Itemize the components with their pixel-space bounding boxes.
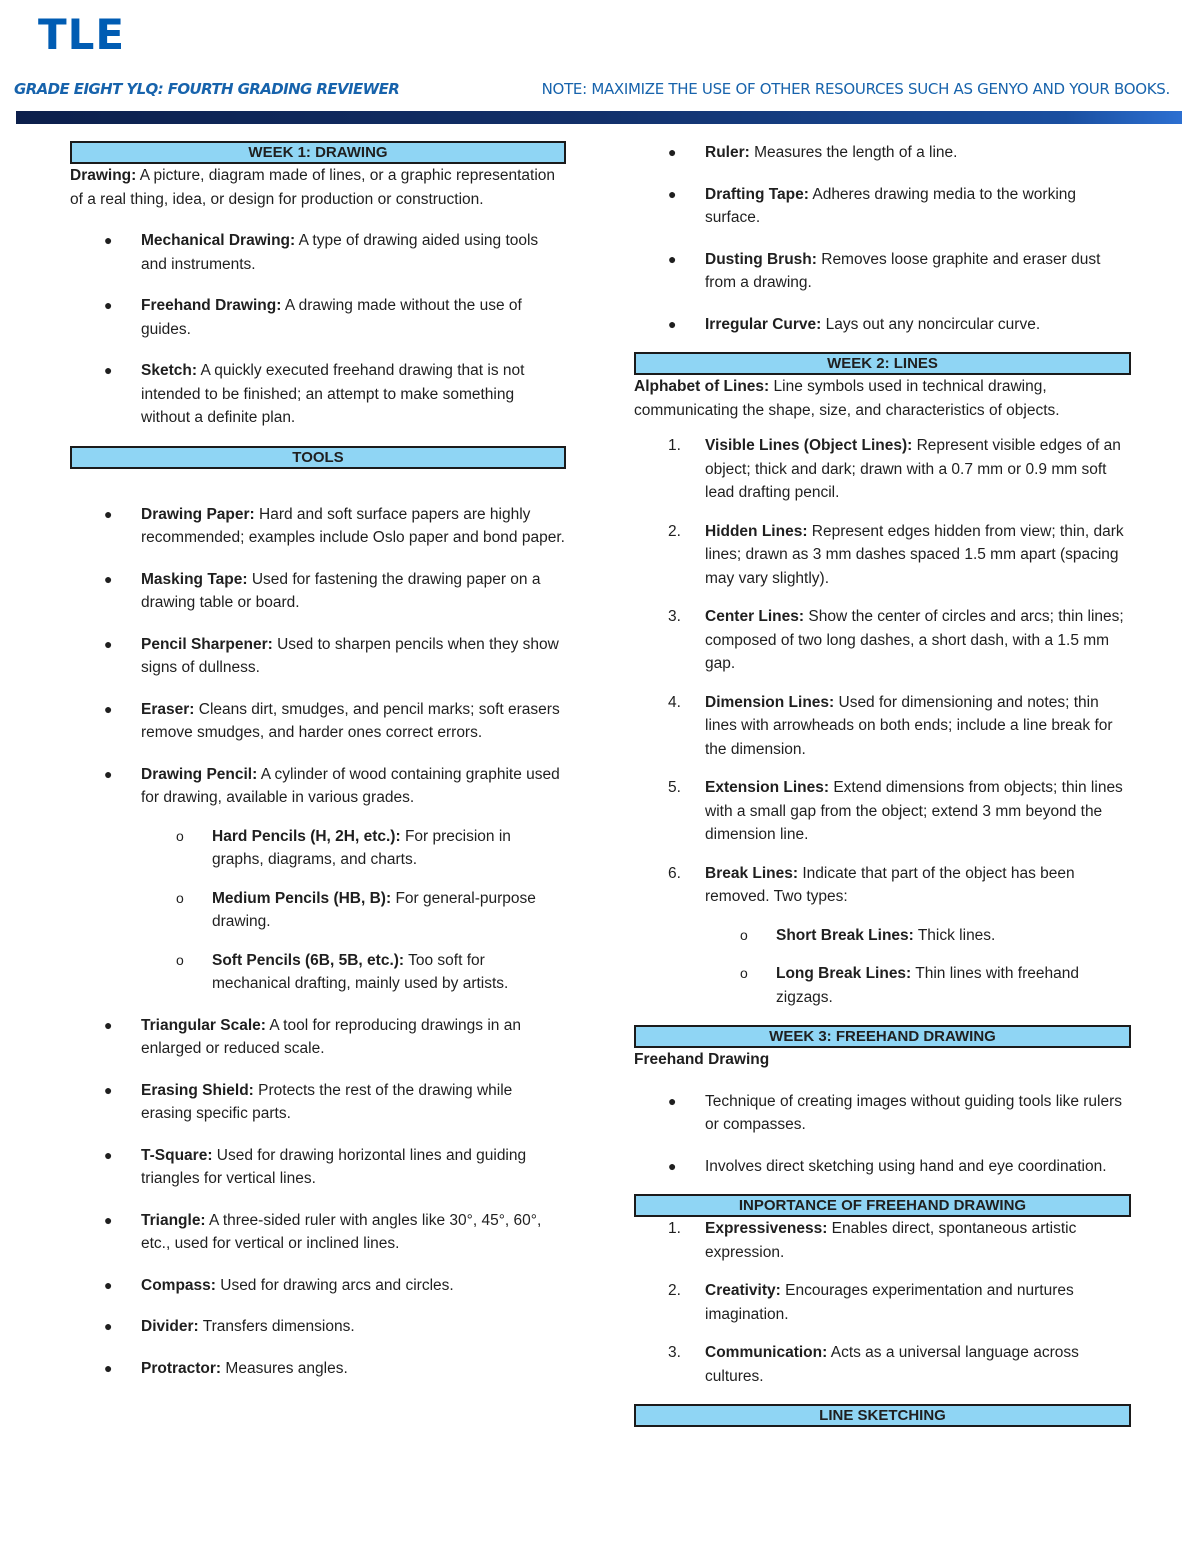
item-text: Adheres drawing media to the working surface. [705,185,1077,226]
list-item [70,825,566,872]
section-heading-week1: WEEK 1: DRAWING [70,141,566,164]
section-heading-line-sketching: LINE SKETCHING [634,1404,1131,1427]
item-term: Masking Tape: [141,570,248,588]
definition-text: A picture, diagram made of lines, or a graphic representation of a real thing, idea, or design for production or construction. [70,167,556,208]
list-item [70,359,566,430]
bullet-icon: ● [668,144,677,160]
circle-bullet-icon: o [740,965,748,981]
bullet-icon: ● [104,700,113,717]
list-item [70,763,566,810]
definition-term: Alphabet of Lines: [634,378,770,395]
list-item [634,862,1131,909]
bullet-icon: ● [104,635,113,652]
list-item [70,1357,566,1381]
item-text: Measures the length of a line. [749,144,958,161]
item-text: Measures angles. [221,1359,348,1377]
bullet-icon: ● [104,505,113,522]
list-item [634,962,1131,1009]
item-text: Hard and soft surface papers are highly recommended; examples include Oslo paper and bond paper. [141,505,565,546]
item-term: Soft Pencils (6B, 5B, etc.): [212,951,405,969]
bullet-icon: ● [668,1092,677,1109]
freehand-points-list [634,1090,1131,1179]
item-text: Used for dimensioning and notes; thin lines with arrowheads on both ends; include a line break for the dimension. [705,693,1113,758]
item-term: Drawing Pencil: [141,765,258,783]
document-subtitle: GRADE EIGHT YLQ: FOURTH GRADING REVIEWER [14,80,400,98]
list-item [70,568,566,615]
lines-definition [634,375,1131,422]
item-text: Used to sharpen pencils when they show signs of dullness. [141,635,559,676]
item-term: Triangular Scale: [141,1016,266,1034]
list-item [70,949,566,996]
right-column [634,141,1131,1427]
item-text: Transfers dimensions. [198,1318,355,1335]
bullet-icon: ● [104,232,113,248]
item-text: A three-sided ruler with angles like 30°, 45°, 60°, etc., used for vertical or inclined lines. [141,1211,542,1252]
item-text: A drawing made without the use of guides. [141,297,522,338]
circle-bullet-icon: o [176,951,184,968]
item-text: Show the center of circles and arcs; thin lines; composed of two long dashes, a short dash, with a 1.5 mm gap. [705,608,1124,672]
bullet-icon: ● [668,1157,677,1174]
bullet-icon: ● [104,1146,113,1163]
item-term: Eraser: [141,700,195,718]
item-number: 6. [668,864,681,882]
list-item [634,183,1131,230]
list-item [70,1079,566,1126]
section-heading-week2: WEEK 2: LINES [634,352,1131,375]
drawing-types-list [70,229,566,430]
bullet-icon: ● [104,765,113,782]
item-term: Protractor: [141,1359,222,1377]
list-item [634,434,1131,505]
list-item [634,691,1131,762]
list-item [70,1315,566,1339]
section-heading-week3: WEEK 3: FREEHAND DRAWING [634,1025,1131,1048]
break-line-types-list [634,924,1131,1010]
item-text: Used for fastening the drawing paper on a drawing table or board. [141,570,541,611]
tools-list-right [634,141,1131,336]
item-term: Communication: [705,1344,828,1361]
bullet-icon: ● [104,1081,113,1098]
bullet-icon: ● [104,297,113,313]
line-types-list [634,434,1131,909]
bullet-icon: ● [668,315,677,332]
item-text: For general-purpose drawing. [212,889,536,930]
list-item [634,1155,1131,1179]
item-term: Medium Pencils (HB, B): [212,889,392,907]
item-text: A cylinder of wood containing graphite used for drawing, available in various grades. [141,765,560,806]
item-term: Visible Lines (Object Lines): [705,437,913,454]
item-text: Encourages experimentation and nurtures imagination. [705,1282,1074,1323]
item-term: Hidden Lines: [705,522,808,540]
item-term: Irregular Curve: [705,315,822,333]
list-item [634,924,1131,948]
item-text: Represent visible edges of an object; thick and dark; drawn with a 0.7 mm or 0.9 mm soft lead drafting pencil. [705,437,1121,501]
circle-bullet-icon: o [176,889,184,906]
left-column [70,141,566,1380]
list-item [634,1279,1131,1326]
item-number: 2. [668,522,681,540]
bullet-icon: ● [104,362,113,378]
freehand-subheading [634,1048,1131,1072]
item-text: Acts as a universal language across cultures. [705,1344,1079,1385]
item-text: A type of drawing aided using tools and instruments. [141,232,539,273]
importance-list [634,1217,1131,1388]
section-heading-tools: TOOLS [70,446,566,469]
list-item [70,698,566,745]
item-term: Hard Pencils (H, 2H, etc.): [212,827,401,845]
bullet-icon: ● [668,185,677,202]
item-term: T-Square: [141,1146,213,1164]
item-number: 3. [668,608,681,625]
item-number: 5. [668,779,681,796]
bullet-icon: ● [104,1016,113,1033]
item-text: Used for drawing arcs and circles. [215,1276,454,1294]
bullet-icon: ● [104,1359,113,1376]
bullet-icon: ● [668,250,677,267]
bullet-icon: ● [104,1211,113,1228]
item-text: Represent edges hidden from view; thin, dark lines; drawn as 3 mm dashes spaced 1.5 mm apart (spacing may vary slightly). [705,522,1124,587]
circle-bullet-icon: o [176,827,184,844]
section-heading-importance: INPORTANCE OF FREEHAND DRAWING [634,1194,1131,1217]
item-number: 2. [668,1282,681,1299]
item-term: Extension Lines: [705,779,830,796]
list-item [634,1217,1131,1264]
circle-bullet-icon: o [740,926,748,943]
list-item [70,1144,566,1191]
item-term: Triangle: [141,1211,206,1229]
item-term: Erasing Shield: [141,1081,254,1099]
bullet-icon: ● [104,570,113,587]
item-number: 1. [668,1220,681,1237]
list-item [634,605,1131,676]
list-item [634,1341,1131,1388]
item-term: Short Break Lines: [776,926,914,944]
item-text: Thin lines with freehand zigzags. [776,965,1079,1006]
item-term: Drafting Tape: [705,185,809,203]
brand-title: TLE [38,10,126,59]
item-text: Indicate that part of the object has been removed. Two types: [705,864,1075,905]
item-term: Pencil Sharpener: [141,635,273,653]
list-item [70,633,566,680]
list-item [70,503,566,550]
item-text: Protects the rest of the drawing while erasing specific parts. [141,1081,513,1122]
resource-note: NOTE: MAXIMIZE THE USE OF OTHER RESOURCES SUCH AS GENYO AND YOUR BOOKS. [541,80,1170,98]
header-divider-bar [16,111,1182,124]
list-item [634,776,1131,847]
item-text: A tool for reproducing drawings in an enlarged or reduced scale. [141,1016,521,1057]
item-term: Freehand Drawing: [141,297,282,314]
item-text: For precision in graphs, diagrams, and charts. [212,827,511,868]
bullet-icon: ● [104,1276,113,1293]
pencil-grades-list [70,825,566,996]
subheading-text: Freehand Drawing [634,1051,770,1068]
list-item [70,229,566,276]
item-text: Cleans dirt, smudges, and pencil marks; soft erasers remove smudges, and harder ones correct errors. [141,700,560,741]
item-text: Lays out any noncircular curve. [821,315,1041,333]
item-text: Removes loose graphite and eraser dust from a drawing. [705,250,1101,291]
bullet-icon: ● [104,1318,113,1334]
item-text: Thick lines. [913,926,996,944]
definition-text: Line symbols used in technical drawing, communicating the shape, size, and characteristics of objects. [634,378,1060,419]
item-number: 4. [668,693,681,711]
item-number: 3. [668,1344,681,1361]
list-item [634,520,1131,591]
item-text: Involves direct sketching using hand and eye coordination. [705,1157,1107,1175]
item-term: Sketch: [141,362,197,379]
item-term: Creativity: [705,1282,781,1299]
item-text: Too soft for mechanical drafting, mainly used by artists. [212,951,509,992]
list-item [70,1014,566,1061]
item-term: Long Break Lines: [776,965,912,982]
list-item [634,248,1131,295]
tools-list-continued [70,1014,566,1381]
item-term: Dusting Brush: [705,250,817,268]
item-term: Break Lines: [705,864,799,882]
tools-list [70,503,566,810]
list-item [634,1090,1131,1137]
item-term: Drawing Paper: [141,505,255,523]
list-item [70,294,566,341]
item-term: Ruler: [705,144,750,161]
item-text: A quickly executed freehand drawing that is not intended to be finished; an attempt to make something without a definite plan. [141,362,525,426]
item-text: Used for drawing horizontal lines and guiding triangles for vertical lines. [141,1146,527,1187]
list-item [70,1274,566,1298]
list-item [70,1209,566,1256]
item-term: Center Lines: [705,608,805,625]
item-text: Extend dimensions from objects; thin lines with a small gap from the object; extend 3 mm beyond the dimension line. [705,779,1123,843]
item-term: Compass: [141,1276,216,1294]
definition-term: Drawing: [70,167,137,184]
list-item [70,887,566,934]
item-number: 1. [668,437,681,454]
list-item [634,313,1131,337]
list-item [634,141,1131,165]
item-term: Expressiveness: [705,1220,828,1237]
item-text: Technique of creating images without guiding tools like rulers or compasses. [705,1092,1123,1133]
item-term: Dimension Lines: [705,693,835,711]
item-term: Mechanical Drawing: [141,232,296,249]
item-term: Divider: [141,1318,199,1335]
item-text: Enables direct, spontaneous artistic expression. [705,1220,1077,1261]
drawing-definition [70,164,566,211]
